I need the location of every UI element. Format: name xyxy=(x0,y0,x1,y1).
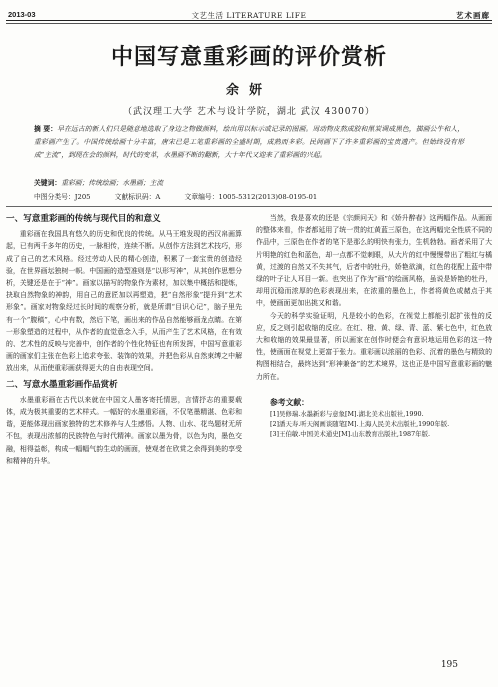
body-paragraph: 重彩画在我国具有悠久的历史和优良的传统。从马王堆发现的西汉帛画算起，已有两千多年的历史，一脉相传，连续不断。从创作方法到艺术技巧，形成了自己的艺术风格。经过劳动人民的精心创造，积累了一套宝贵的创造经验，在世界画坛独树一帜。中国画的造型准则是“以形写神”，从其创作思想分析，关键还是在于“神”。画家以描写的物象作为素材，加以集中概括和提炼，抉取自然物象的神韵，用自己的意匠加以再塑造，把“自然形象”提升到“艺术形象”。画家对物象经过长时间的观察分析，就是所谓“目识心记”，脑子里先有一个“腹稿”，心中有数，然后下笔，画出来的作品自然能够画龙点睛。在第一形象塑造的过程中，从作者的直觉意念入手，从而产生了艺术风格，在有效的、艺术性的反映与完善中，创作者的个性化特征也有所发挥，中国写意重彩画的画家们主张在色彩上追求夸张、装饰的效果，并把色彩从自然束缚之中解放出来，从而使重彩画获得更大的自由表现空间。 xyxy=(6,230,242,373)
clc-number: 中图分类号：J205 xyxy=(34,193,91,201)
keywords-text: 重彩画；传统绘画；水墨画；主流 xyxy=(61,179,164,187)
references xyxy=(256,397,492,439)
divider xyxy=(6,206,492,207)
references-title: 参考文献： xyxy=(270,397,309,407)
body-paragraph: 今天的科学实验证明，凡是较小的色彩，在视觉上都能引起扩张性的反应，反之则引起收缩的反应。在红、橙、黄、绿、青、蓝、紫七色中，红色放大和收缩的效果最显著，所以画家在创作时便会有意识地运用色彩的这一特性，使画面在视觉上更富于张力。重彩画以浓丽的色彩、沉着的墨色与精致的构图相结合，最终达到“形神兼备”的艺术境界，这也正是中国写意重彩画的魅力所在。 xyxy=(256,311,492,381)
body-paragraph: 当然，我是喜欢的还是《宗颜问天》和《娇升醉春》这两幅作品。从画面的整体来看，作者都延用了统一贯的红黄蓝三原色，在这两幅完全性质不同的作品中，三原色在作者的笔下是那么的明快有张力，生机勃勃。画者采用了大片明艳的红色和蓝色，却一点都不觉刺眼，从大片的红中慢慢带出了粗红与橘黄，过渡的自然又不失其气，后者中的牡丹，娇艳欲滴，红色的花配上蓝中带绿的叶子让人耳目一新。也突出了作为“画”的绘画风格，虽说是娇艳的牡丹，却用沉稳而浓厚的色彩表现出来，在浓重的墨色上，作者将黄色或赭点于其中，使画面更加出挑又和谐。 xyxy=(256,214,492,308)
paper-title: 中国写意重彩画的评价赏析 xyxy=(110,45,387,70)
reference-item: [1]吴修瑞.水墨新彩与意象[M].湖北美术出版社,1990. xyxy=(270,410,424,419)
issue-label: 2013-03 xyxy=(8,10,36,19)
reference-item: [2]潘天寿.听天阁画谈随笔[M].上海人民美术出版社,1990年版. xyxy=(270,420,450,429)
header-rule-thin xyxy=(6,23,492,24)
author: 余妍 xyxy=(225,83,272,98)
section-label: 艺术画廊 xyxy=(456,11,490,20)
journal-name: 文艺生活 LITERATURE LIFE xyxy=(191,11,307,20)
body-paragraph: 水墨重彩画在古代以来就在中国文人墨客寄托情思，言情抒志的重要载体，成为极其重要的艺术样式。一幅好的水墨重彩画，不仅笔墨精湛、色彩和谐，更能体现出画家独特的艺术修养与人生感悟。人物、山水、花鸟题材无所不包，表现出浓郁的民族特色与时代精神。画家以墨为骨，以色为肉，墨色交融，相得益彰，构成一幅幅气韵生动的画面，使观者在欣赏之余得到美的享受和精神的升华。 xyxy=(6,395,242,465)
article-id: 文章编号：1005-5312(2013)08-0195-01 xyxy=(184,193,318,201)
affiliation: （武汉理工大学 艺术与设计学院，湖北 武汉 430070） xyxy=(123,107,375,117)
left-column xyxy=(6,212,242,467)
abstract-label: 摘 要： xyxy=(34,125,58,133)
page-number: 195 xyxy=(440,660,458,670)
keywords xyxy=(34,177,464,187)
keywords-label: 关键词： xyxy=(34,179,62,187)
header-rule xyxy=(6,20,492,21)
right-column xyxy=(256,212,492,439)
section-heading-2: 二、写意水墨重彩画作品赏析 xyxy=(6,379,118,390)
abstract xyxy=(34,123,464,162)
document-code: 文献标识码：A xyxy=(114,193,161,201)
article-meta xyxy=(34,191,464,201)
reference-item: [3]王伯敏.中国美术通史[M].山东教育出版社,1987年版. xyxy=(270,430,431,439)
section-heading-1: 一、写意重彩画的传统与现代目的和意义 xyxy=(6,214,161,224)
abstract-text: 早在远古的新人们只是随意地选取了身边之物做颜料，绘出用以标示或记录的图画。周动物皮熬成胶和黑炭调成黑色，描画公牛和人，重彩画产生了。中国传统绘画十分丰富，唐宋已是工笔重彩画的全盛时期，成熟而多彩。民间画下了许多重彩画的宝贵遗产。但始终没有形成“主流”，到现在会的颜料，时代的变革，水墨画不断的翻新，大十年代又迎来了重彩画的兴起。 xyxy=(34,125,465,159)
